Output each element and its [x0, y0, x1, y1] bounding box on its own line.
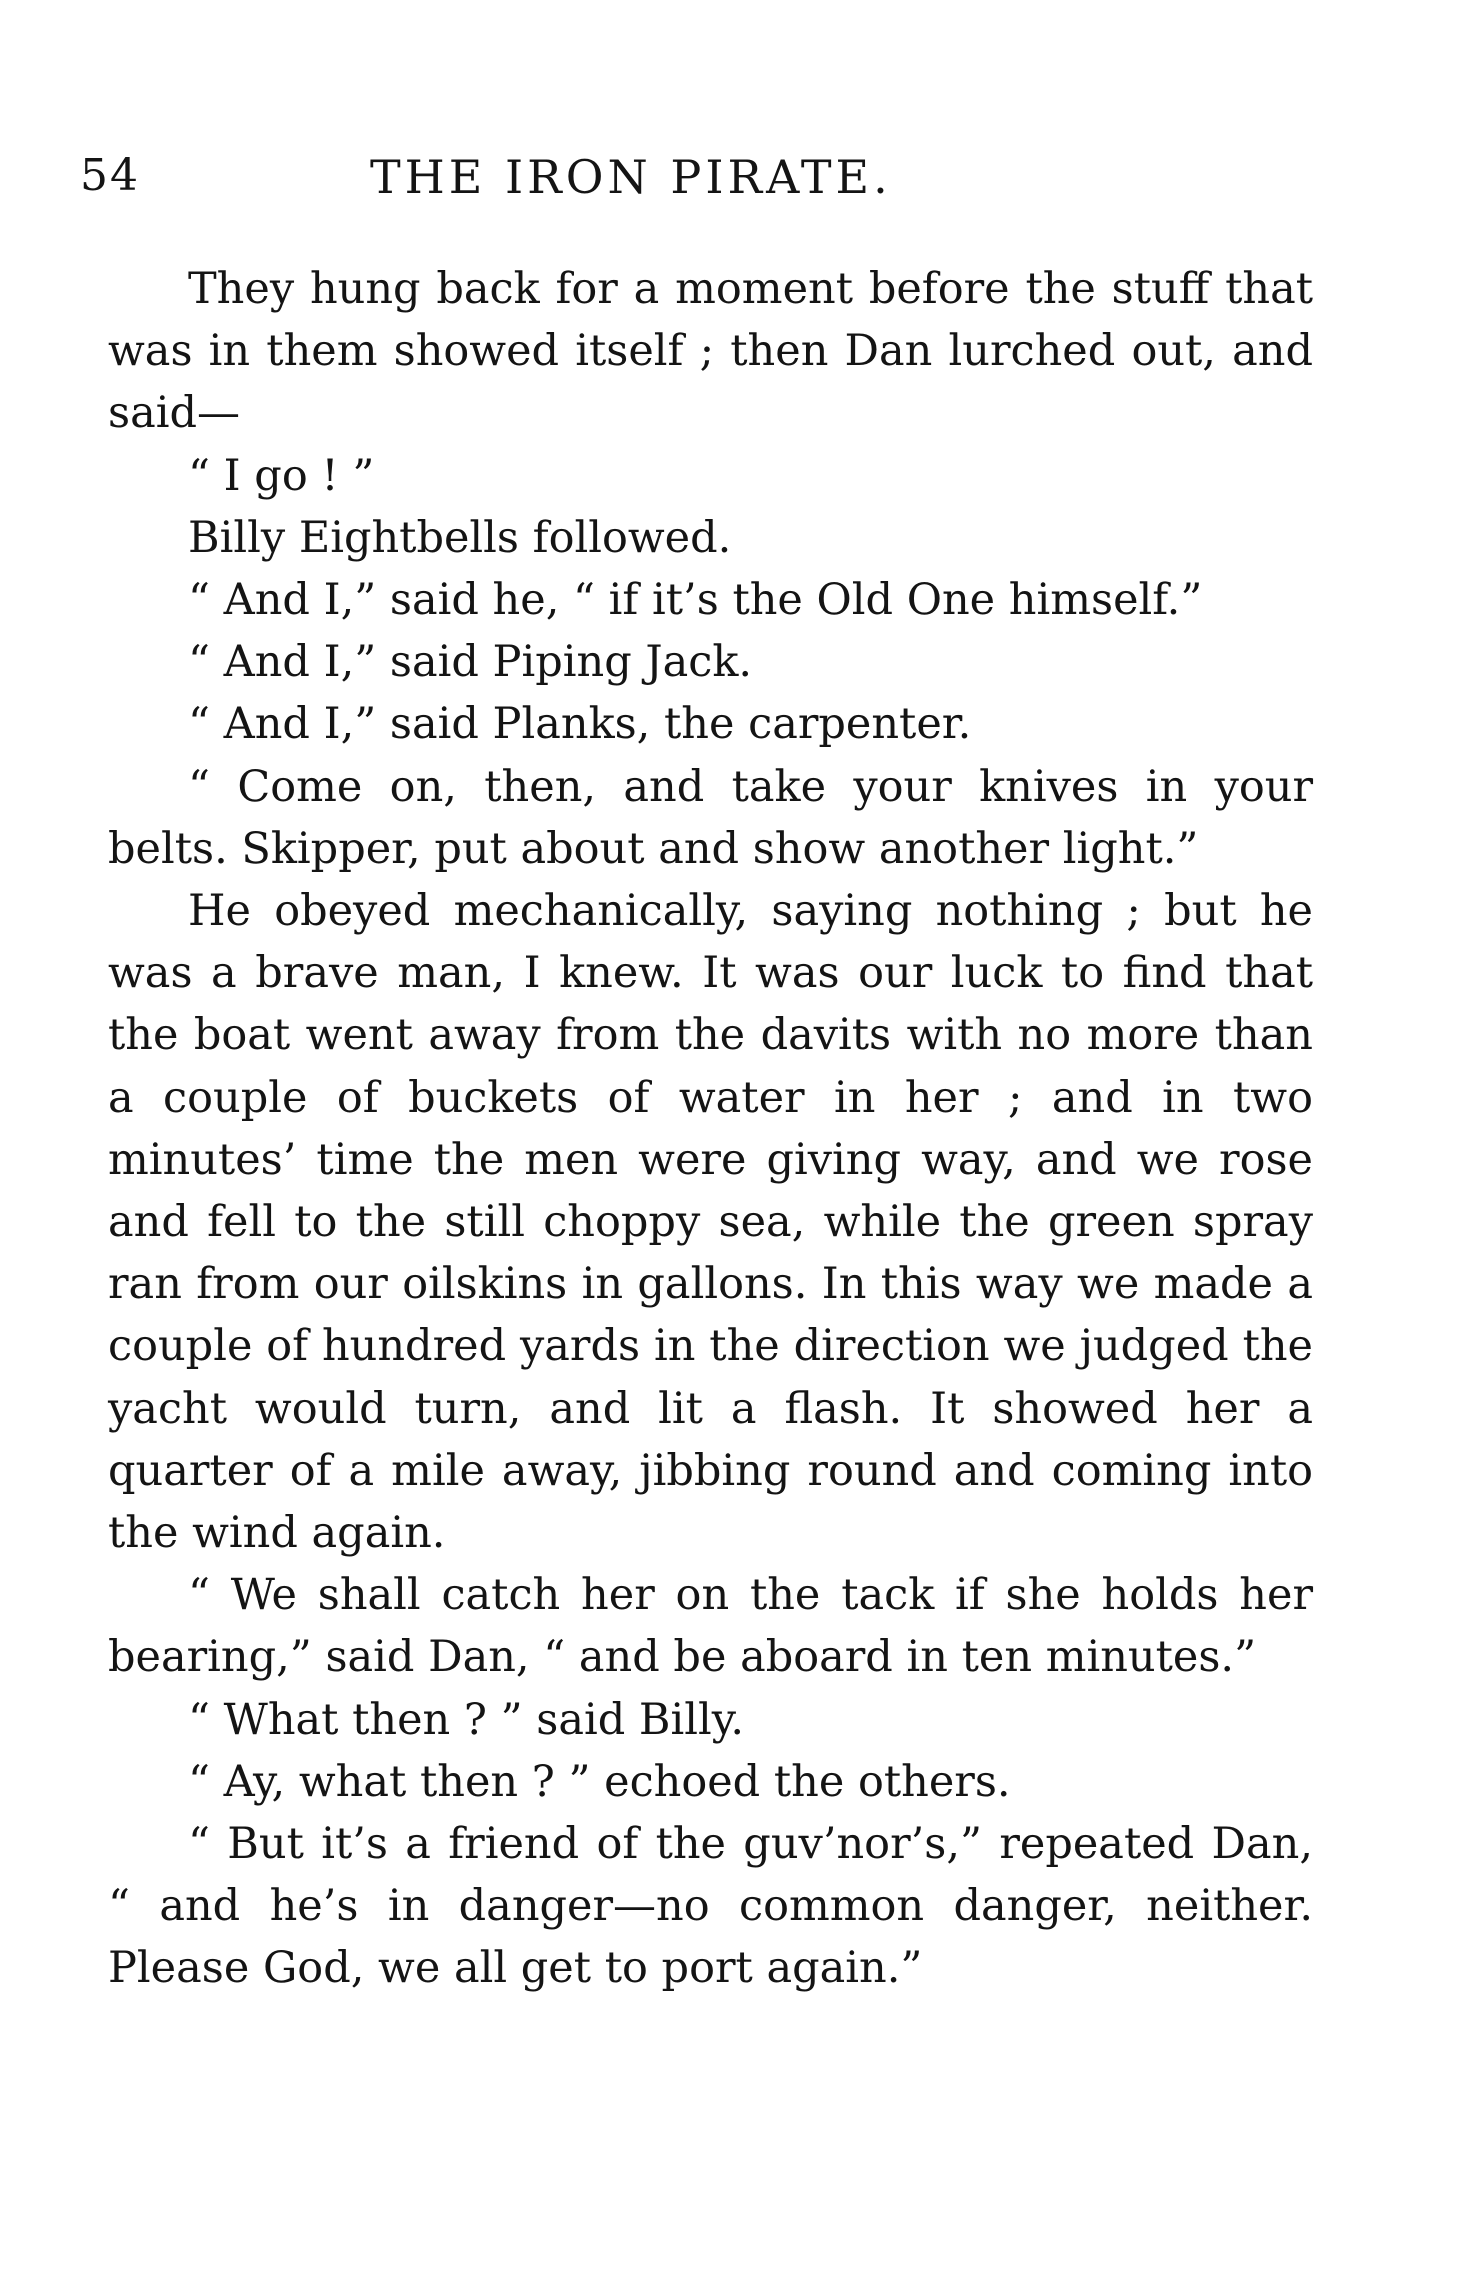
paragraph: “ But it’s a friend of the guv’nor’s,” repeated Dan, “ and he’s in danger—no common danger, neither. Please God, we all get to port again.” — [108, 1819, 1313, 1994]
paragraph: “ And I,” said he, “ if it’s the Old One himself.” — [188, 575, 1203, 626]
paragraph: “ I go ! ” — [188, 450, 375, 501]
body-text — [108, 258, 1313, 2000]
page-number: 54 — [80, 150, 140, 201]
paragraph: “ And I,” said Piping Jack. — [188, 637, 753, 688]
paragraph: They hung back for a moment before the stuff that was in them showed itself ; then Dan lurched out, and said— — [108, 264, 1313, 439]
paragraph: “ Come on, then, and take your knives in your belts. Skipper, put about and show another light.” — [108, 761, 1313, 874]
paragraph: “ We shall catch her on the tack if she holds her bearing,” said Dan, “ and be aboard in ten minutes.” — [108, 1570, 1313, 1683]
paragraph: “ Ay, what then ? ” echoed the others. — [188, 1756, 1011, 1807]
paragraph: “ And I,” said Planks, the carpenter. — [188, 699, 972, 750]
running-title: THE IRON PIRATE. — [370, 150, 892, 204]
paragraph: “ What then ? ” said Billy. — [188, 1694, 745, 1745]
paragraph: Billy Eightbells followed. — [188, 512, 732, 563]
paragraph: He obeyed mechanically, saying nothing ; but he was a brave man, I knew. It was our luck to find that the boat went away from the davits with no more than a couple of buckets of water in her ; and in two minutes’ time the men were giving way, and we rose and fell to the still choppy sea, while the green spray ran from our oilskins in gallons. In this way we made a couple of hundred yards in the direction we judged the yacht would turn, and lit a flash. It showed her a quarter of a mile away, jibbing round and coming into the wind again. — [108, 886, 1313, 1559]
page-header — [80, 150, 1310, 220]
